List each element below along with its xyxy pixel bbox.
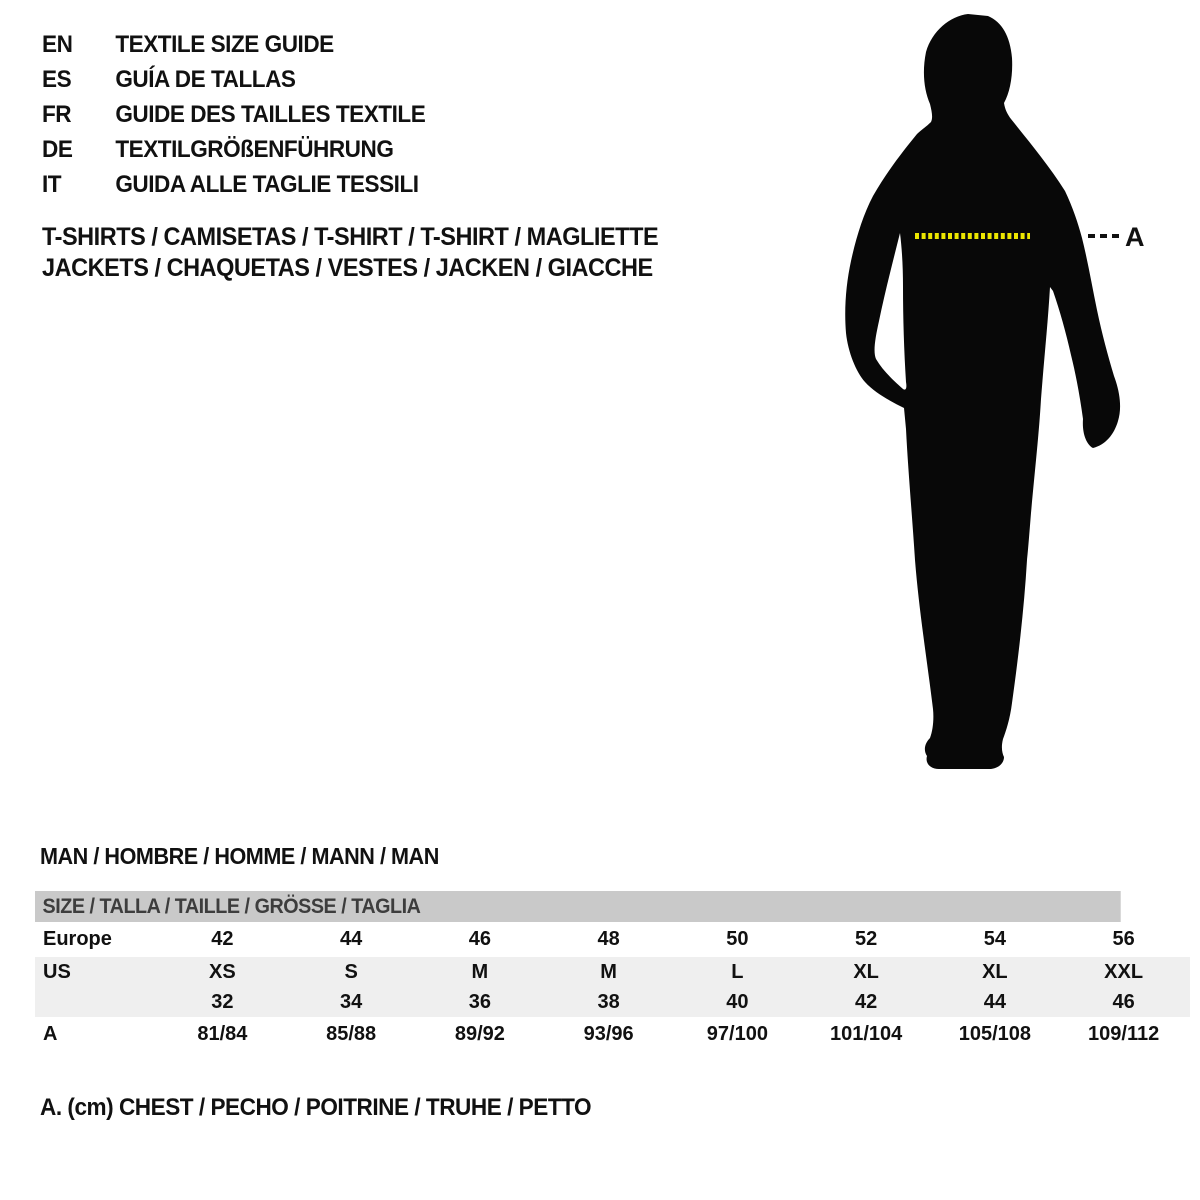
size-cell: 56 — [1112, 928, 1135, 950]
size-cell: 85/88 — [326, 1023, 377, 1045]
product-categories — [42, 222, 658, 284]
size-cell: 42 — [211, 928, 234, 950]
measurement-footnote: A. (cm) CHEST / PECHO / POITRINE / TRUHE / PETTO — [40, 1094, 592, 1121]
size-cell: M — [600, 960, 617, 983]
language-row — [42, 62, 425, 97]
language-title: TEXTILGRÖßENFÜHRUNG — [115, 136, 394, 163]
language-row — [42, 167, 425, 202]
size-cell: 101/104 — [829, 1023, 903, 1045]
language-row — [42, 97, 425, 132]
size-cell: 81/84 — [197, 1023, 248, 1045]
language-title: GUIDE DES TAILLES TEXTILE — [115, 101, 426, 128]
man-silhouette — [820, 0, 1200, 800]
man-silhouette-shape — [845, 14, 1120, 769]
size-cell: 36 — [468, 990, 491, 1013]
size-cell: 52 — [855, 928, 878, 950]
size-cell: 50 — [726, 928, 749, 950]
language-code: DE — [42, 136, 73, 163]
size-cell: 34 — [340, 990, 363, 1013]
size-cell: 105/108 — [958, 1023, 1032, 1045]
category-jackets: JACKETS / CHAQUETAS / VESTES / JACKEN / GIACCHE — [42, 254, 653, 282]
size-cell: S — [344, 960, 358, 983]
measure-label-a: A — [1125, 222, 1145, 252]
size-table — [35, 891, 1190, 1052]
language-code: EN — [42, 31, 73, 58]
table-alt-band — [35, 957, 1190, 1017]
row-label: Europe — [43, 928, 112, 950]
language-row — [42, 27, 425, 62]
language-code: FR — [42, 101, 72, 128]
size-cell: 38 — [597, 990, 620, 1013]
size-cell: 32 — [211, 990, 234, 1013]
size-cell: 40 — [726, 990, 749, 1013]
size-cell: 44 — [340, 928, 363, 950]
size-cell: 109/112 — [1088, 1023, 1160, 1045]
language-title: GUIDA ALLE TAGLIE TESSILI — [115, 171, 419, 198]
table-row-chest — [35, 1017, 1190, 1052]
size-cell: 97/100 — [706, 1023, 768, 1045]
size-cell: 44 — [983, 990, 1006, 1013]
language-row — [42, 132, 425, 167]
size-cell: XS — [209, 960, 236, 983]
size-cell: 42 — [855, 990, 878, 1013]
table-row-europe — [35, 922, 1190, 957]
language-title: TEXTILE SIZE GUIDE — [115, 31, 334, 58]
size-cell: XL — [982, 960, 1008, 983]
size-cell: 48 — [597, 928, 620, 950]
size-cell: 54 — [983, 928, 1006, 950]
table-row-us — [35, 957, 1190, 987]
row-label: US — [43, 960, 71, 983]
size-cell: 89/92 — [454, 1023, 505, 1045]
size-cell: XXL — [1104, 960, 1144, 983]
gender-heading: MAN / HOMBRE / HOMME / MANN / MAN — [40, 843, 439, 869]
row-label: A — [43, 1023, 58, 1045]
language-code: IT — [42, 171, 62, 198]
size-cell: L — [731, 960, 744, 983]
size-cell: 93/96 — [583, 1023, 634, 1045]
language-code: ES — [42, 66, 72, 93]
size-cell: 46 — [1112, 990, 1135, 1013]
size-cell: 46 — [468, 928, 491, 950]
size-table-header: SIZE / TALLA / TAILLE / GRÖSSE / TAGLIA — [35, 891, 1121, 922]
table-row-numeric — [35, 987, 1190, 1017]
language-title: GUÍA DE TALLAS — [115, 66, 296, 93]
size-cell: M — [471, 960, 489, 983]
category-tshirts: T-SHIRTS / CAMISETAS / T-SHIRT / T-SHIRT / MAGLIETTE — [42, 223, 659, 251]
language-guide — [42, 27, 425, 202]
size-cell: XL — [853, 960, 879, 983]
